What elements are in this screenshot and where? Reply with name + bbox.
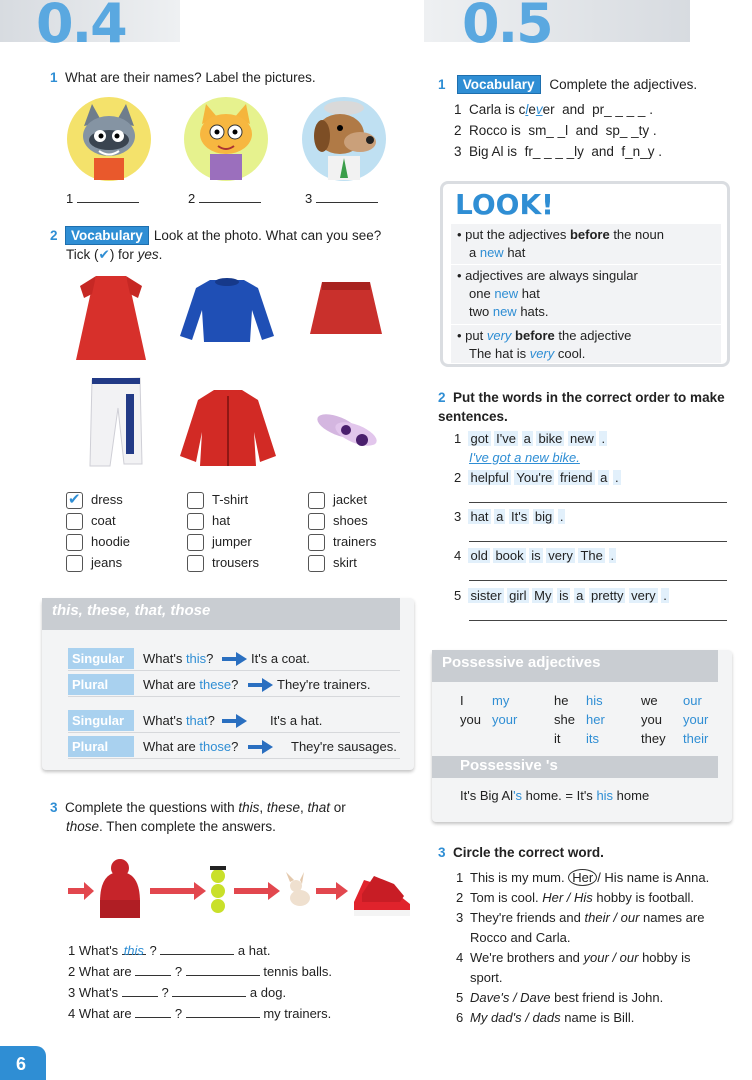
checkbox-item[interactable] bbox=[66, 555, 122, 572]
word-tile[interactable]: new bbox=[569, 431, 594, 446]
answer-blank[interactable] bbox=[186, 1006, 260, 1018]
word-tile[interactable]: bike bbox=[538, 431, 563, 446]
checkbox-item[interactable] bbox=[308, 492, 367, 509]
wool-hat-icon bbox=[100, 859, 140, 918]
word-tile[interactable]: You're bbox=[516, 470, 553, 485]
grammar-question: What are those? bbox=[143, 739, 239, 754]
word-tile[interactable]: old bbox=[470, 548, 488, 563]
grammar-answer: They're trainers. bbox=[277, 677, 371, 692]
grammar-question: What's that? bbox=[143, 713, 215, 728]
pronoun: she bbox=[554, 712, 575, 727]
adjective-line-2[interactable]: 2 Rocco is sm_ _l and sp_ _ty . bbox=[454, 123, 657, 138]
label-line-2[interactable]: 2 bbox=[188, 191, 261, 206]
r-exercise-3-instruction: 3 Circle the correct word. bbox=[438, 845, 604, 860]
possessive-adjective: his bbox=[586, 693, 603, 708]
pronoun: they bbox=[641, 731, 666, 746]
grammar-question: What's this? bbox=[143, 651, 214, 666]
word-tile[interactable]: a bbox=[600, 470, 608, 485]
checkbox-icon[interactable] bbox=[66, 492, 83, 509]
word-order-line: 5 sister girl My is a pretty very . bbox=[454, 588, 667, 603]
answer-line[interactable] bbox=[469, 502, 727, 503]
circle-word-line[interactable]: 6 My dad's / dads name is Bill. bbox=[456, 1010, 635, 1025]
checkbox-label: hoodie bbox=[91, 534, 131, 549]
checkbox-item[interactable] bbox=[308, 534, 376, 551]
answer-blank[interactable] bbox=[186, 964, 260, 976]
answer-blank[interactable] bbox=[160, 943, 234, 955]
checkbox-item[interactable] bbox=[187, 492, 248, 509]
r-exercise-2-instruction: 2 Put the words in the correct order to make sentences. bbox=[438, 390, 725, 424]
word-tile[interactable]: helpful bbox=[470, 470, 509, 485]
checkbox-icon[interactable] bbox=[66, 513, 83, 530]
answer-blank[interactable]: this bbox=[123, 943, 144, 958]
word-tile[interactable]: friend bbox=[560, 470, 593, 485]
circled-answer: Her bbox=[568, 869, 597, 886]
word-tile[interactable]: The bbox=[580, 548, 603, 563]
pronoun: you bbox=[460, 712, 481, 727]
checkbox-item[interactable] bbox=[187, 534, 252, 551]
word-tile[interactable]: a bbox=[576, 588, 584, 603]
arrow-icon bbox=[248, 677, 274, 696]
word-tile[interactable]: is bbox=[531, 548, 541, 563]
possessive-s-example: It's Big Al's home. = It's his home bbox=[460, 788, 650, 803]
grammar-tag: Singular bbox=[68, 710, 134, 731]
word-tile[interactable]: hat bbox=[470, 509, 489, 524]
checkbox-icon[interactable] bbox=[308, 513, 325, 530]
shoes-icon bbox=[312, 396, 382, 452]
word-tile[interactable]: very bbox=[631, 588, 656, 603]
question-line[interactable]: 4 What are ? my trainers. bbox=[68, 1006, 332, 1021]
checkbox-icon[interactable] bbox=[187, 534, 204, 551]
checkbox-item[interactable] bbox=[66, 513, 116, 530]
checkbox-label: jacket bbox=[333, 492, 367, 507]
circle-word-line[interactable]: sport. bbox=[470, 970, 503, 985]
answer-blank[interactable] bbox=[172, 985, 246, 997]
checkbox-label: T-shirt bbox=[212, 492, 249, 507]
word-tile[interactable]: very bbox=[548, 548, 573, 563]
word-tile[interactable]: . bbox=[610, 548, 615, 563]
pronoun: it bbox=[554, 731, 561, 746]
circle-word-line[interactable]: 1 This is my mum. Her / His name is Anna. bbox=[456, 870, 710, 885]
grammar-tag: Plural bbox=[68, 674, 134, 695]
checkbox-item[interactable] bbox=[66, 534, 130, 551]
word-order-line: 2 helpful You're friend a . bbox=[454, 470, 619, 485]
circle-word-line[interactable]: 5 Dave's / Dave best friend is John. bbox=[456, 990, 664, 1005]
trousers-icon bbox=[82, 374, 148, 468]
checkbox-icon[interactable] bbox=[66, 555, 83, 572]
word-tile[interactable]: book bbox=[495, 548, 524, 563]
grammar-divider bbox=[68, 696, 400, 697]
dress-icon bbox=[72, 272, 150, 364]
word-tile[interactable]: a bbox=[523, 431, 531, 446]
word-tile[interactable]: My bbox=[534, 588, 552, 603]
label-line-3[interactable]: 3 bbox=[305, 191, 378, 206]
grammar-question: What are these? bbox=[143, 677, 239, 692]
checkbox-label: jumper bbox=[212, 534, 252, 549]
question-line[interactable]: 3 What's ? a dog. bbox=[68, 985, 287, 1000]
pronoun: we bbox=[641, 693, 658, 708]
grammar-answer: They're sausages. bbox=[291, 739, 397, 754]
look-rule-1: • put the adjectives before the noun a new hat bbox=[451, 224, 721, 264]
word-tile[interactable]: got bbox=[470, 431, 489, 446]
grammar-divider bbox=[68, 732, 400, 733]
word-tile[interactable]: sister bbox=[470, 588, 502, 603]
word-tile[interactable]: I've bbox=[496, 431, 516, 446]
answer-line[interactable] bbox=[469, 620, 727, 621]
checkbox-item[interactable] bbox=[66, 492, 123, 509]
checkbox-label: trainers bbox=[333, 534, 377, 549]
exercise-3-instruction-cont: those. Then complete the answers. bbox=[66, 819, 276, 834]
word-tile[interactable]: . bbox=[601, 431, 606, 446]
label-line-1[interactable]: 1 bbox=[66, 191, 139, 206]
answer-blank[interactable] bbox=[135, 964, 171, 976]
possessive-adjective: your bbox=[492, 712, 518, 727]
possessive-adjective: our bbox=[683, 693, 702, 708]
exercise-3-instruction: 3 Complete the questions with this, these, that or bbox=[50, 800, 346, 815]
checkbox-label: hat bbox=[212, 513, 231, 528]
grammar-tag: Plural bbox=[68, 736, 134, 757]
r-exercise-1-instruction: 1 Vocabulary Complete the adjectives. bbox=[438, 77, 698, 92]
look-rule-3: • put very before the adjective The hat is very cool. bbox=[451, 325, 721, 363]
word-tile[interactable]: big bbox=[534, 509, 553, 524]
grammar-answer: It's a hat. bbox=[270, 713, 323, 728]
unit-number-right: 0.5 bbox=[462, 0, 552, 55]
grammar-divider bbox=[68, 758, 400, 759]
possessive-title: Possessive adjectives bbox=[432, 650, 718, 682]
pronoun: you bbox=[641, 712, 662, 727]
checkbox-icon[interactable] bbox=[187, 492, 204, 509]
possessive-adjective: their bbox=[683, 731, 709, 746]
pronoun: he bbox=[554, 693, 569, 708]
look-rule-2: • adjectives are always singular one new hat two new hats. bbox=[451, 265, 721, 324]
possessive-adjective: your bbox=[683, 712, 709, 727]
arrow-icon bbox=[248, 739, 274, 758]
question-line[interactable]: 1 What's this ? a hat. bbox=[68, 943, 271, 958]
answer-blank[interactable] bbox=[135, 1006, 171, 1018]
page-number: 6 bbox=[0, 1046, 46, 1080]
word-tile[interactable]: It's bbox=[511, 509, 528, 524]
possessive-adjective: its bbox=[586, 731, 599, 746]
grammar-box-title: this, these, that, those bbox=[42, 598, 400, 630]
exercise-1-instruction: 1 What are their names? Label the pictures. bbox=[50, 70, 316, 85]
checkbox-icon[interactable] bbox=[308, 492, 325, 509]
word-tile[interactable]: pretty bbox=[590, 588, 624, 603]
grammar-divider bbox=[68, 670, 400, 671]
word-tile[interactable]: a bbox=[496, 509, 504, 524]
exercise-2-instruction: 2 Vocabulary Look at the photo. What can you see? bbox=[50, 228, 382, 243]
possessive-adjective: my bbox=[492, 693, 510, 708]
raccoon-icon bbox=[64, 96, 154, 182]
arrow-icon bbox=[222, 651, 248, 670]
adjective-line-1[interactable]: 1 Carla is clever and pr_ _ _ _ . bbox=[454, 102, 653, 117]
question-line[interactable]: 2 What are ? tennis balls. bbox=[68, 964, 332, 979]
possessive-s-title: Possessive 's bbox=[432, 756, 718, 778]
grammar-tag: Singular bbox=[68, 648, 134, 669]
adjective-line-3[interactable]: 3 Big Al is fr_ _ _ _ly and f_n_y . bbox=[454, 144, 662, 159]
dog-icon bbox=[300, 96, 388, 182]
word-tile[interactable]: . bbox=[615, 470, 619, 485]
example-answer: I've got a new bike. bbox=[469, 450, 580, 465]
arrow-icon bbox=[222, 713, 248, 732]
checkbox-icon[interactable] bbox=[66, 534, 83, 551]
checkbox-icon[interactable] bbox=[308, 534, 325, 551]
possessive-adjective: her bbox=[586, 712, 605, 727]
answer-line[interactable] bbox=[469, 541, 727, 542]
word-order-line: 3 hat a It's big . bbox=[454, 509, 564, 524]
checkbox-item[interactable] bbox=[187, 555, 259, 572]
coat-icon bbox=[180, 386, 278, 468]
checkbox-label: trousers bbox=[212, 555, 259, 570]
exercise-2-tick-instruction: Tick (✔) for yes. bbox=[66, 247, 163, 262]
checkbox-icon[interactable] bbox=[187, 555, 204, 572]
checkbox-label: skirt bbox=[333, 555, 357, 570]
circle-word-line[interactable]: 3 They're friends and their / our names are bbox=[456, 910, 705, 925]
tennis-balls-icon bbox=[210, 866, 226, 913]
look-box bbox=[440, 181, 730, 367]
circle-word-line[interactable]: 2 Tom is cool. Her / His hobby is football. bbox=[456, 890, 694, 905]
checkbox-item[interactable] bbox=[308, 513, 368, 530]
unit-number: 0.4 bbox=[36, 0, 126, 55]
checkbox-icon[interactable] bbox=[308, 555, 325, 572]
word-tile[interactable]: girl bbox=[509, 588, 527, 603]
checkbox-label: shoes bbox=[333, 513, 368, 528]
word-tile[interactable]: . bbox=[663, 588, 667, 603]
skirt-icon bbox=[308, 278, 384, 340]
red-trainers-icon bbox=[354, 876, 410, 916]
small-dog-icon bbox=[286, 872, 310, 906]
checkbox-icon[interactable] bbox=[187, 513, 204, 530]
circle-word-line[interactable]: Rocco and Carla. bbox=[470, 930, 571, 945]
pronoun: I bbox=[460, 693, 464, 708]
checkbox-item[interactable] bbox=[187, 513, 230, 530]
answer-line[interactable] bbox=[469, 580, 727, 581]
arrow-picture-sequence bbox=[64, 858, 416, 924]
circle-word-line[interactable]: 4 We're brothers and your / our hobby is bbox=[456, 950, 691, 965]
word-order-line: 1 got I've a bike new . bbox=[454, 431, 606, 446]
word-order-line: 4 old book is very The . bbox=[454, 548, 615, 563]
checkbox-label: coat bbox=[91, 513, 116, 528]
cat-icon bbox=[182, 96, 270, 182]
jumper-icon bbox=[178, 276, 276, 346]
grammar-answer: It's a coat. bbox=[251, 651, 310, 666]
look-title: LOOK! bbox=[455, 188, 554, 221]
word-tile[interactable]: . bbox=[559, 509, 564, 524]
answer-blank[interactable] bbox=[122, 985, 158, 997]
checkbox-label: jeans bbox=[91, 555, 123, 570]
word-tile[interactable]: is bbox=[559, 588, 569, 603]
checkbox-item[interactable] bbox=[308, 555, 357, 572]
checkbox-label: dress bbox=[91, 492, 123, 507]
